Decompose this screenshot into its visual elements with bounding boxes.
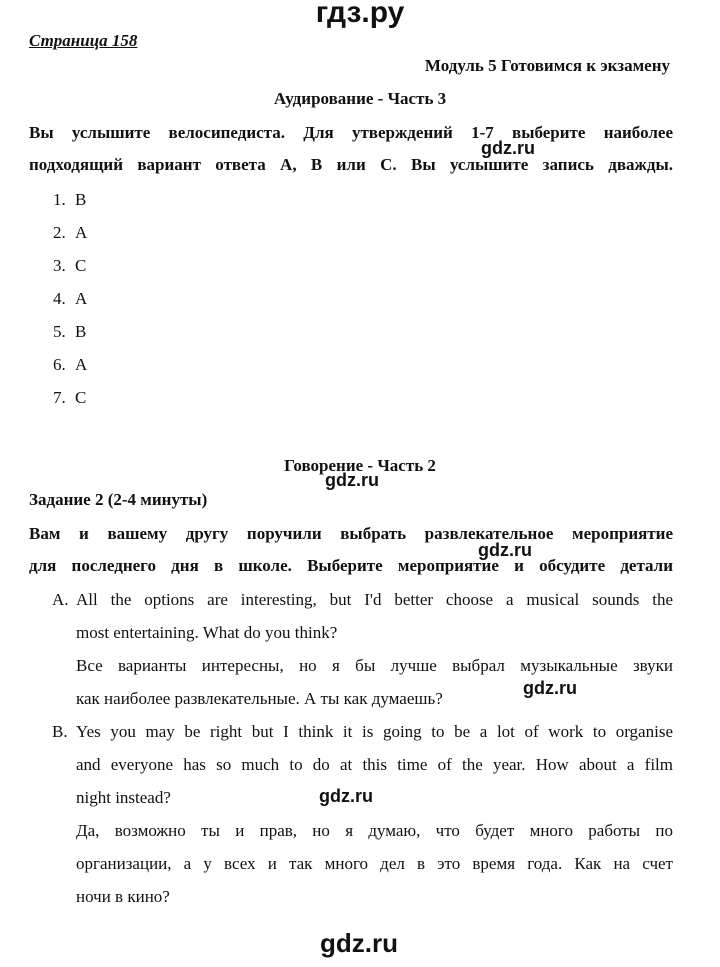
dialogue-line: Да, возможно ты и прав, но я думаю, что будет много работы по bbox=[76, 821, 673, 840]
dialogue-line: организации, а у всех и так много дел в это время года. Как на счет bbox=[76, 854, 673, 873]
speaking-instruction-line-1: Вам и вашему другу поручили выбрать развлекательное мероприятие bbox=[29, 524, 673, 543]
listening-instruction-line-1: Вы услышите велосипедиста. Для утверждений 1-7 выберите наиболее bbox=[29, 123, 673, 142]
listening-heading: Аудирование - Часть 3 bbox=[273, 89, 447, 108]
speaking-heading: Говорение - Часть 2 bbox=[284, 456, 436, 475]
watermark-footer: gdz.ru bbox=[320, 928, 398, 958]
task-title: Задание 2 (2-4 минуты) bbox=[29, 490, 208, 509]
dialogue-line: как наиболее развлекательные. А ты как думаешь? bbox=[76, 689, 443, 708]
dialogue-line: night instead? bbox=[76, 788, 171, 807]
speaking-instruction-line-2: для последнего дня в школе. Выберите мероприятие и обсудите детали bbox=[29, 556, 673, 575]
answer-item: 3. C bbox=[53, 256, 87, 275]
dialogue-letter-a: A. bbox=[52, 590, 69, 609]
dialogue-line: All the options are interesting, but I'd better choose a musical sounds the bbox=[76, 590, 673, 609]
dialogue-line: most entertaining. What do you think? bbox=[76, 623, 338, 642]
dialogue-line: ночи в кино? bbox=[76, 887, 170, 906]
dialogue-line: and everyone has so much to do at this time of the year. How about a film bbox=[76, 755, 673, 774]
answer-item: 1. B bbox=[53, 190, 87, 209]
dialogue-letter-b: B. bbox=[52, 722, 68, 741]
page-number: Страница 158 bbox=[29, 31, 138, 50]
watermark: gdz.ru bbox=[319, 786, 373, 806]
watermark: gdz.ru bbox=[478, 540, 532, 560]
watermark: gdz.ru bbox=[481, 138, 535, 158]
answer-item: 5. B bbox=[53, 322, 87, 341]
answer-item: 7. C bbox=[53, 388, 87, 407]
answer-item: 2. A bbox=[53, 223, 88, 242]
answer-item: 4. A bbox=[53, 289, 88, 308]
watermark: gdz.ru bbox=[523, 678, 577, 698]
site-header: гдз.ру bbox=[315, 0, 405, 29]
answer-item: 6. A bbox=[53, 355, 88, 374]
dialogue-line: Yes you may be right but I think it is going to be a lot of work to organise bbox=[76, 722, 673, 741]
module-title: Модуль 5 Готовимся к экзамену bbox=[424, 56, 670, 75]
listening-instruction-line-2: подходящий вариант ответа А, В или С. Вы услышите запись дважды. bbox=[29, 155, 673, 174]
watermark: gdz.ru bbox=[325, 470, 379, 490]
dialogue-line: Все варианты интересны, но я бы лучше выбрал музыкальные звуки bbox=[76, 656, 673, 675]
